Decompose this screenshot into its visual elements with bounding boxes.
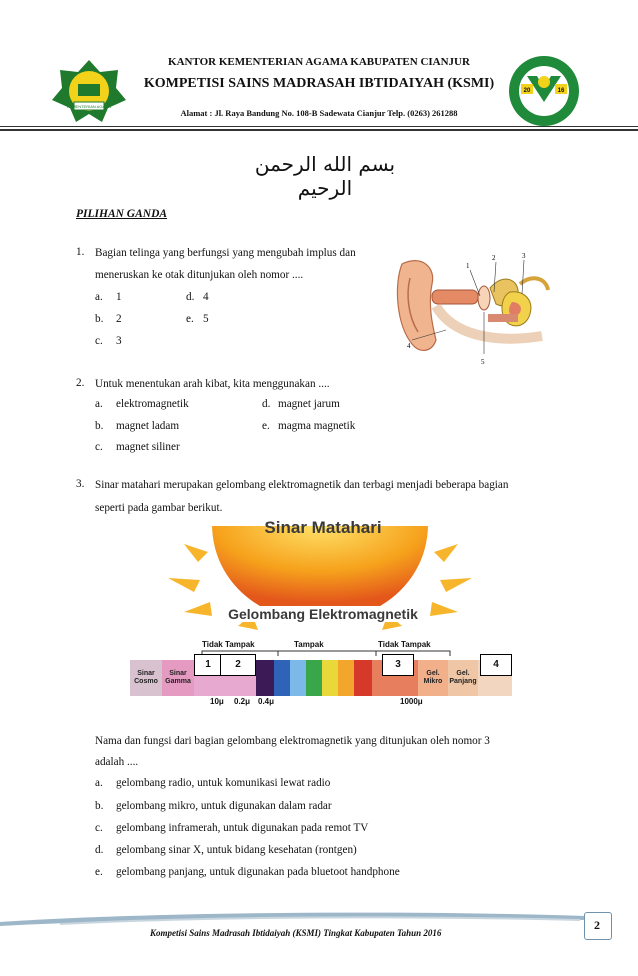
q1-opt-e-letter: e.	[186, 313, 194, 325]
q3-line-1: Sinar matahari merupakan gelombang elektromagnetik dan terbagi menjadi beberapa bagian	[95, 479, 509, 491]
q1-opt-b-letter: b.	[95, 313, 104, 325]
logo-ksmi	[507, 54, 581, 128]
band-tampak: Tampak	[294, 640, 324, 649]
ear-figure	[392, 244, 552, 368]
seg-blue	[274, 660, 290, 696]
header-rule-2	[0, 129, 638, 131]
logo-left-text: KEMENTERIAN AGAMA	[66, 104, 112, 109]
tick-1000u: 1000μ	[400, 697, 423, 706]
q1-opt-d-letter: d.	[186, 291, 195, 303]
q1-opt-b-text[interactable]: 2	[116, 313, 122, 325]
q3-stem-1: Nama dan fungsi dari bagian gelombang elektromagnetik yang ditunjukan oleh nomor 3	[95, 735, 490, 747]
sun-title: Sinar Matahari	[264, 518, 382, 537]
ear-label-4: 4	[407, 342, 411, 350]
header-rule-1	[0, 126, 638, 127]
q1-opt-e-text[interactable]: 5	[203, 313, 209, 325]
q1-number: 1.	[76, 246, 85, 258]
lbl-gel-mikro: Gel. Mikro	[423, 670, 443, 685]
q3-number: 3.	[76, 478, 85, 490]
seg-light-blue	[290, 660, 306, 696]
q3-line-2: seperti pada gambar berikut.	[95, 502, 223, 514]
q1-opt-a-letter: a.	[95, 291, 103, 303]
spectrum-box-1: 1	[194, 654, 222, 676]
basmalah: بسم الله الرحمن الرحيم	[254, 152, 396, 200]
lbl-gel-panjang: Gel. Panjang	[449, 670, 477, 685]
ear-label-3: 3	[522, 252, 526, 260]
q3-stem-2: adalah ....	[95, 756, 139, 768]
q3-opt-d-text[interactable]: gelombang sinar X, untuk bidang kesehatan (rontgen)	[116, 844, 357, 856]
q2-opt-c-text[interactable]: magnet siliner	[116, 441, 180, 453]
ear-label-2: 2	[492, 254, 496, 262]
band-tidak-tampak-right: Tidak Tampak	[378, 640, 431, 649]
q2-opt-a-letter: a.	[95, 398, 103, 410]
q2-opt-b-text[interactable]: magnet ladam	[116, 420, 180, 432]
q1-opt-c-text[interactable]: 3	[116, 335, 122, 347]
ksmi-logo-icon	[507, 54, 581, 128]
q3-opt-a-text[interactable]: gelombang radio, untuk komunikasi lewat radio	[116, 777, 331, 789]
q2-opt-a-text[interactable]: elektromagnetik	[116, 398, 189, 410]
section-title: PILIHAN GANDA	[76, 208, 168, 220]
q2-opt-e-text[interactable]: magma magnetik	[278, 420, 356, 432]
header-title: KOMPETISI SAINS MADRASAH IBTIDAIYAH (KSMI)	[143, 76, 495, 91]
q3-opt-e-text[interactable]: gelombang panjang, untuk digunakan pada bluetoot handphone	[116, 866, 400, 878]
spectrum-bar	[130, 660, 512, 696]
tick-0-4u: 0.4μ	[258, 697, 275, 706]
q3-opt-b-letter: b.	[95, 800, 104, 812]
spectrum-box-3: 3	[382, 654, 414, 676]
seg-green	[306, 660, 322, 696]
band-tidak-tampak-left: Tidak Tampak	[202, 640, 255, 649]
spectrum-box-4: 4	[480, 654, 512, 676]
q3-opt-c-letter: c.	[95, 822, 103, 834]
q2-number: 2.	[76, 377, 85, 389]
svg-text:20: 20	[523, 88, 531, 94]
band-brackets	[128, 649, 512, 657]
q2-opt-c-letter: c.	[95, 441, 103, 453]
q2-opt-b-letter: b.	[95, 420, 104, 432]
tick-0-2u: 0.2μ	[234, 697, 251, 706]
header-office: KANTOR KEMENTERIAN AGAMA KABUPATEN CIANJUR	[168, 56, 470, 68]
q3-opt-c-text[interactable]: gelombang inframerah, untuk digunakan pada remot TV	[116, 822, 369, 834]
q1-line-2: meneruskan ke otak ditunjukan oleh nomor ....	[95, 269, 304, 281]
q1-opt-c-letter: c.	[95, 335, 103, 347]
footer-text: Kompetisi Sains Madrasah Ibtidaiyah (KSMI) Tingkat Kabupaten Tahun 2016	[150, 928, 442, 938]
q1-line-1: Bagian telinga yang berfungsi yang mengubah implus dan	[95, 247, 356, 259]
ear-label-1: 1	[466, 262, 470, 270]
q3-opt-b-text[interactable]: gelombang mikro, untuk digunakan dalam radar	[116, 800, 332, 812]
svg-text:16: 16	[557, 88, 565, 94]
ear-label-5: 5	[481, 358, 485, 366]
header-address: Alamat : Jl. Raya Bandung No. 108-B Sadewata Cianjur Telp. (0263) 261288	[180, 108, 458, 118]
em-subtitle: Gelombang Elektromagnetik	[218, 606, 428, 622]
page-number: 2	[594, 918, 600, 932]
seg-yellow	[322, 660, 338, 696]
q1-opt-d-text[interactable]: 4	[203, 291, 209, 303]
q1-opt-a-text[interactable]: 1	[116, 291, 122, 303]
seg-violet	[256, 660, 274, 696]
q2-line-1: Untuk menentukan arah kibat, kita menggunakan ....	[95, 378, 330, 390]
spectrum-box-2: 2	[220, 654, 256, 676]
ear-anatomy-icon	[392, 244, 552, 368]
q2-opt-d-text[interactable]: magnet jarum	[278, 398, 340, 410]
q3-opt-a-letter: a.	[95, 777, 103, 789]
seg-orange	[338, 660, 354, 696]
sun-figure	[128, 518, 512, 710]
q2-opt-d-letter: d.	[262, 398, 271, 410]
q3-opt-d-letter: d.	[95, 844, 104, 856]
q2-opt-e-letter: e.	[262, 420, 270, 432]
footer-swoosh	[0, 908, 638, 928]
lbl-sinar-gamma: Sinar Gamma	[165, 670, 191, 685]
seg-red	[354, 660, 372, 696]
tick-10u: 10μ	[210, 697, 224, 706]
q3-opt-e-letter: e.	[95, 866, 103, 878]
lbl-sinar-cosmo: Sinar Cosmo	[134, 670, 158, 685]
